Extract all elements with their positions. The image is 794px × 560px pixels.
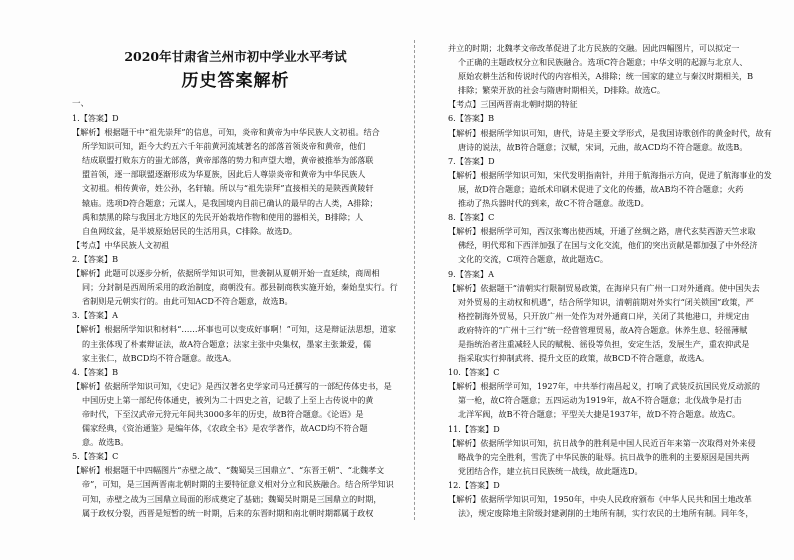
answer-block (72, 365, 399, 450)
answer-block (448, 210, 775, 266)
analysis-line: 略战争的完全胜利，雪洗了中华民族的耻辱。抗日战争的胜利的主要原因是国共两 (458, 451, 750, 462)
answer-block (448, 422, 775, 478)
analysis-line: 格控制海外贸易，只开放广州一处作为对外通商口岸，关闭了其他港口，并规定由 (458, 310, 750, 321)
analysis-line: 第一枪，故C符合题意；五四运动为1919年，故A不符合题意；北伐战争是打击 (458, 395, 742, 406)
analysis-line: 推动了热兵器时代的到来，故C不符合题意。故选D。 (458, 198, 649, 209)
answer-block (448, 267, 775, 366)
analysis-line: 文化的交流，C项符合题意，故此题选C。 (458, 254, 608, 265)
analysis-line: 展，故D符合题意；造纸术印刷术促进了文化的传播，故AB均不符合题意；火药 (458, 183, 744, 194)
answer-block (448, 365, 775, 421)
analysis-line: 【解析】此题可以逐步分析，依据所学知识可知，世袭制从夏朝开始一直延续，商周相 (72, 268, 380, 279)
answer-block (72, 111, 399, 252)
analysis-line: 【解析】依据所学知识可知，抗日战争的胜利是中国人民近百年来第一次取得对外来侵 (448, 437, 756, 448)
analysis-line: 佛经，明代郑和下西洋加强了在国与文化交流，他们的突出贡献是都加强了中外经济 (458, 240, 758, 251)
answer-block (448, 41, 775, 111)
analysis-line: 结成联盟打败东方的蚩尤部落，黄帝部落的势力和声望大增，黄帝被推举为部落联 (82, 155, 374, 166)
analysis-line: 唐诗的说法，故B符合题意；汉赋，宋词，元曲，故ACD均不符合题意。故选B。 (458, 141, 748, 152)
left-answer-list (72, 111, 399, 520)
answer-label: 2.【答案】B (72, 253, 119, 264)
answer-block (448, 111, 775, 153)
analysis-line: 指采取实行抑制武将、提升文臣的政策，故BCD不符合题意，故选A。 (458, 353, 710, 364)
analysis-line: 自鱼网纹盆，是半坡原始居民的生活用具，C排除。故选D。 (82, 225, 298, 236)
analysis-line: 【解析】根据所学知识可知，宋代发明指南针，并用于航海指示方向，促进了航海事业的发 (448, 169, 772, 180)
analysis-line: 意。故选B。 (82, 437, 129, 448)
answer-label: 6.【答案】B (448, 113, 495, 124)
analysis-line: 党团结合作，建立抗日民族统一战线，故此题选D。 (458, 465, 643, 476)
analysis-line: 法》，规定废除地主阶级封建剥削的土地所有制，实行农民的土地所有制。同年冬， (458, 508, 754, 519)
answer-block (72, 308, 399, 364)
analysis-line: 儒家经典，《资治通鉴》是编年体，《农政全书》是农学著作，故ACD均不符合题 (82, 423, 368, 434)
analysis-line: 【解析】根据所学可知，西汉张骞出使西域，开通了丝绸之路，唐代玄奘西游天竺求取 (448, 226, 756, 237)
analysis-line: 【解析】依据所学知识可知，《史记》是西汉著名史学家司马迁撰写的一部纪传体史书，是 (72, 380, 392, 391)
analysis-line: 北洋军阀，故B不符合题意；平型关大捷是1937年，故D不符合题意。故选C。 (458, 409, 741, 420)
analysis-line: 【解析】根据题干中四幅图片“赤壁之战”、“魏蜀吴三国鼎立”、“东晋王朝”、“北魏孝文 (72, 465, 385, 476)
analysis-line: 【解析】根据所学知识可知，唐代，诗是主要文学形式，是我国诗歌创作的黄金时代，故有 (448, 127, 772, 138)
analysis-line: 禹和禁黑的除与我国北方地区的先民开始栽培作物和使用的器相关，B排除；人 (82, 211, 364, 222)
key-point: 【考点】三国两晋南北朝时期的特征 (448, 99, 578, 110)
analysis-line: 对外贸易的主动权和机遇”，结合所学知识，清朝前期对外实行“闭关锁国”政策，严 (458, 296, 754, 307)
answer-block (448, 478, 775, 520)
answer-label: 5.【答案】C (72, 451, 119, 462)
analysis-line: 政府特许的“广州十三行”统一经营管理贸易，故A符合题意。休养生息、轻徭薄赋 (458, 324, 748, 335)
answer-label: 12.【答案】D (448, 479, 500, 490)
answer-block (72, 252, 399, 308)
column-divider (414, 40, 415, 520)
answer-label: 8.【答案】C (448, 212, 495, 223)
answer-block (72, 449, 399, 519)
analysis-line: 可知，赤壁之战为三国鼎立局面的形成奠定了基础；魏蜀吴时期是三国鼎立的时期， (82, 493, 382, 504)
exam-title: 2020年甘肃省兰州市初中学业水平考试 (124, 49, 347, 64)
analysis-line: 文初祖。相传黄帝，姓公孙，名轩辕。所以与“祖先崇拜”直接相关的是陕西黄陵轩 (82, 183, 374, 194)
analysis-line: 是指统治者注重减轻人民的赋税、徭役等负担，安定生活，发展生产，重农抑武是 (458, 338, 750, 349)
analysis-line: 属于政权分裂，西晋是短暂的统一时期，后来的东晋时期和南北朝时期都属于政权 (82, 507, 374, 518)
analysis-line: 并立的时期；北魏孝文帝改革促进了北方民族的交融。因此四幅图片，可以拟定一 (448, 43, 740, 53)
analysis-line: 中国历史上第一部纪传体通史，被列为二十四史之首，记载了上至上古传说中的黄 (82, 394, 374, 405)
analysis-line: 同；分封制是西周所采用的政治制度，商朝没有。郡县制商秩实施开始，秦始皇实行。行 (82, 282, 398, 293)
analysis-line: 帝”，可知，是三国两晋南北朝时期的主要特征意义相对分立和民族融合。结合所学知识 (82, 479, 394, 490)
analysis-line: 的主张体现了朴素辩证法，故A符合题意；法家主张中央集权，墨家主张兼爱，儒 (82, 338, 372, 349)
analysis-line: 个正确的主题政权分立和民族融合。选项C符合题意；中华文明的起源与北京人、 (458, 57, 748, 68)
analysis-line: 家主张仁，故BCD均不符合题意。故选A。 (82, 352, 237, 363)
left-column (72, 40, 399, 520)
answer-label: 11.【答案】D (448, 423, 500, 434)
analysis-line: 原始农耕生活和传说时代的内容相关，A排除；统一国家的建立与秦汉时期相关，B (458, 71, 754, 82)
analysis-line: 省制则是元朝实行的。由此可知ACD不符合题意，故选B。 (82, 296, 293, 307)
answer-label: 10.【答案】C (448, 367, 500, 378)
right-column (448, 41, 775, 520)
answer-label: 4.【答案】B (72, 366, 119, 377)
analysis-line: 辕庙。选项D符合题意；元谋人，是我国境内目前已确认的最早的古人类，A排除； (82, 197, 378, 208)
analysis-line: 【解析】依据题干“清朝实行限制贸易政策，在海岸只有广州一口对外通商。使中国失去 (448, 282, 760, 293)
analysis-line: 排除；繁荣开放的社会与隋唐时期相关，D排除。故选C。 (458, 85, 665, 96)
answer-label: 1.【答案】D (72, 113, 119, 123)
analysis-line: 【解析】根据题干中“祖先崇拜”的信息，可知，炎帝和黄帝为中华民族人文初祖。结合 (72, 127, 380, 138)
analysis-line: 盟首领，逐一部联盟逐渐形成为华夏族，因此后人尊崇炎帝和黄帝为中华民族人 (82, 169, 366, 180)
answer-label: 9.【答案】A (448, 268, 494, 279)
answer-label: 3.【答案】A (72, 310, 118, 321)
analysis-line: 【解析】依据所学知识可知，1950年，中央人民政府颁布《中华人民共和国土地改革 (448, 494, 752, 504)
answer-block (448, 154, 775, 210)
answer-label: 7.【答案】D (448, 155, 495, 166)
section-marker: 一、 (72, 99, 90, 109)
right-answer-list (448, 41, 775, 520)
analysis-line: 帝时代，下至汉武帝元狩元年间共3000多年的历史，故B符合题意。《论语》是 (82, 408, 364, 419)
analysis-line: 【解析】根据所学可知，1927年，中共举行南昌起义，打响了武装反抗国民党反动派的 (448, 381, 760, 392)
key-point: 【考点】中华民族人文初祖 (72, 239, 170, 250)
document-title: 历史答案解析 (181, 71, 290, 91)
analysis-line: 所学知识可知，距今大约五六千年前黄河流域著名的部落首领炎帝和黄帝，他们 (82, 141, 366, 152)
analysis-line: 【解析】根据所学知识和材料“……坏事也可以变成好事啊！”可知，这是辩证法思想，道家 (72, 324, 396, 335)
